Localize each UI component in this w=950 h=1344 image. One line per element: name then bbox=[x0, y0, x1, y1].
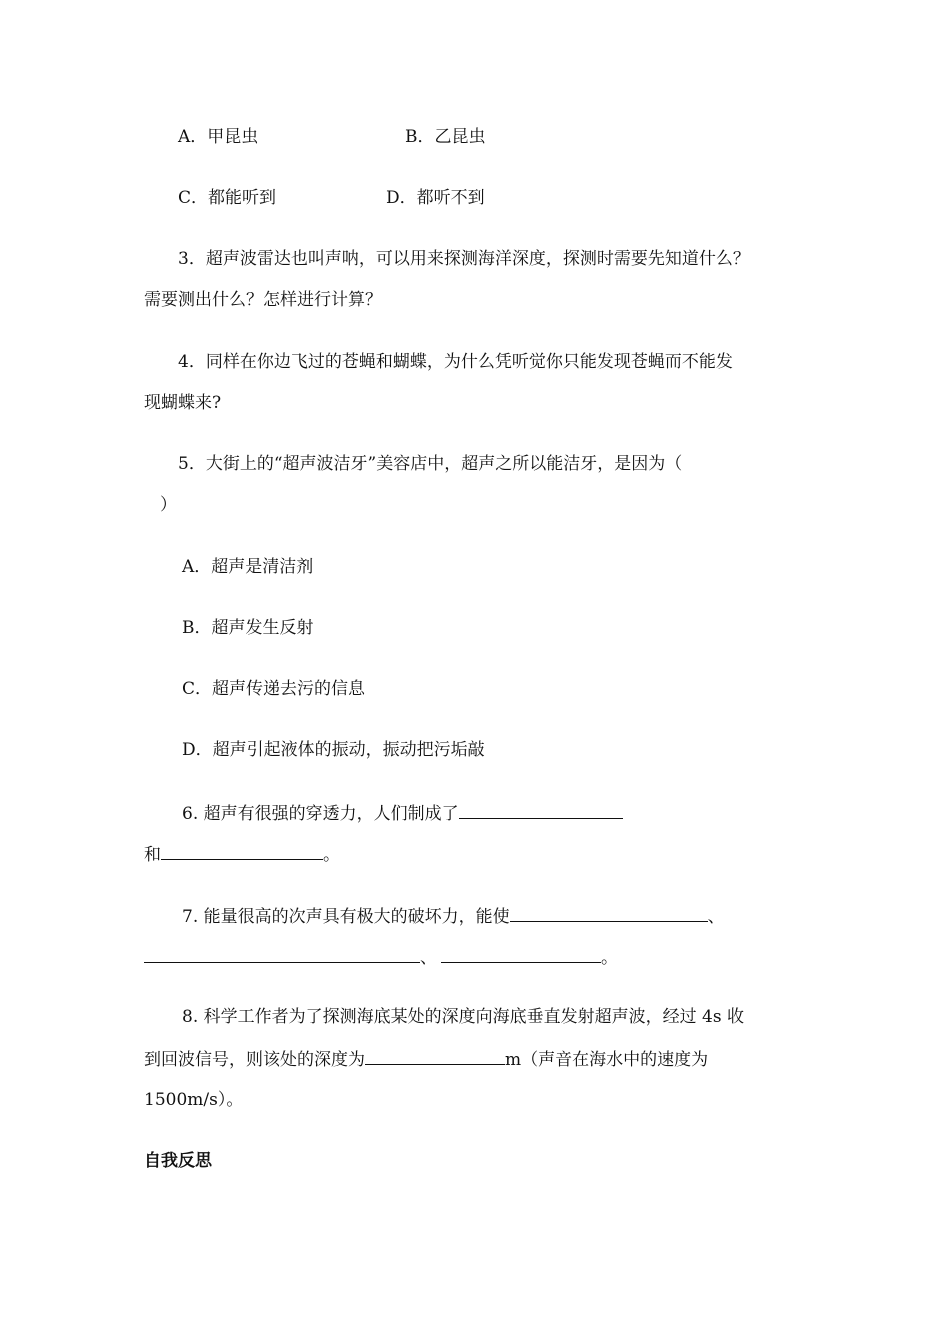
q7-blank-1[interactable] bbox=[510, 903, 708, 922]
q8-suffix: m（声音在海水中的速度为 bbox=[505, 1050, 709, 1070]
q5-option-d: D．超声引起液体的振动，振动把污垢敲 bbox=[182, 740, 485, 760]
q6-prefix: 和 bbox=[144, 845, 161, 865]
q2-option-c: C．都能听到 bbox=[178, 188, 277, 208]
q8-prefix: 到回波信号，则该处的深度为 bbox=[144, 1050, 365, 1070]
q7-line1 bbox=[182, 903, 725, 929]
q5-line2: ） bbox=[160, 495, 177, 515]
q6-line2 bbox=[144, 841, 340, 867]
q4-line1: 4．同样在你边飞过的苍蝇和蝴蝶，为什么凭听觉你只能发现苍蝇而不能发 bbox=[178, 352, 733, 372]
q5-option-c: C．超声传递去污的信息 bbox=[182, 679, 366, 699]
q7-sep-2: 、 bbox=[420, 948, 437, 968]
q7-blank-2[interactable] bbox=[144, 944, 420, 963]
q5-option-b: B．超声发生反射 bbox=[182, 618, 314, 638]
section-heading: 自我反思 bbox=[144, 1151, 212, 1171]
q8-line3: 1500m/s）。 bbox=[144, 1090, 244, 1110]
q3-line2: 需要测出什么？怎样进行计算？ bbox=[144, 290, 382, 310]
q7-line2 bbox=[144, 944, 618, 970]
q7-text: 7. 能量很高的次声具有极大的破坏力，能使 bbox=[182, 907, 510, 927]
q2-option-a: A．甲昆虫 bbox=[178, 127, 259, 147]
q6-suffix: 。 bbox=[323, 845, 340, 865]
q7-blank-3[interactable] bbox=[441, 944, 601, 963]
q3-line1: 3．超声波雷达也叫声呐，可以用来探测海洋深度，探测时需要先知道什么？ bbox=[178, 249, 750, 269]
q5-line1: 5．大街上的“超声波洁牙”美容店中，超声之所以能洁牙，是因为（ bbox=[178, 454, 683, 474]
q2-option-b: B．乙昆虫 bbox=[405, 127, 486, 147]
q2-option-d: D．都听不到 bbox=[386, 188, 485, 208]
q6-text: 6. 超声有很强的穿透力，人们制成了 bbox=[182, 804, 459, 824]
q7-sep-1: 、 bbox=[707, 907, 725, 927]
q8-line1: 8. 科学工作者为了探测海底某处的深度向海底垂直发射超声波，经过 4s 收 bbox=[182, 1007, 744, 1027]
q8-line2 bbox=[144, 1046, 708, 1072]
q6-line1 bbox=[182, 800, 623, 826]
q7-end: 。 bbox=[601, 948, 618, 968]
q6-blank-2[interactable] bbox=[161, 841, 323, 860]
q4-line2: 现蝴蝶来? bbox=[144, 393, 222, 413]
q8-blank[interactable] bbox=[365, 1046, 505, 1065]
q6-blank-1[interactable] bbox=[459, 800, 623, 819]
q5-option-a: A．超声是清洁剂 bbox=[182, 557, 314, 577]
